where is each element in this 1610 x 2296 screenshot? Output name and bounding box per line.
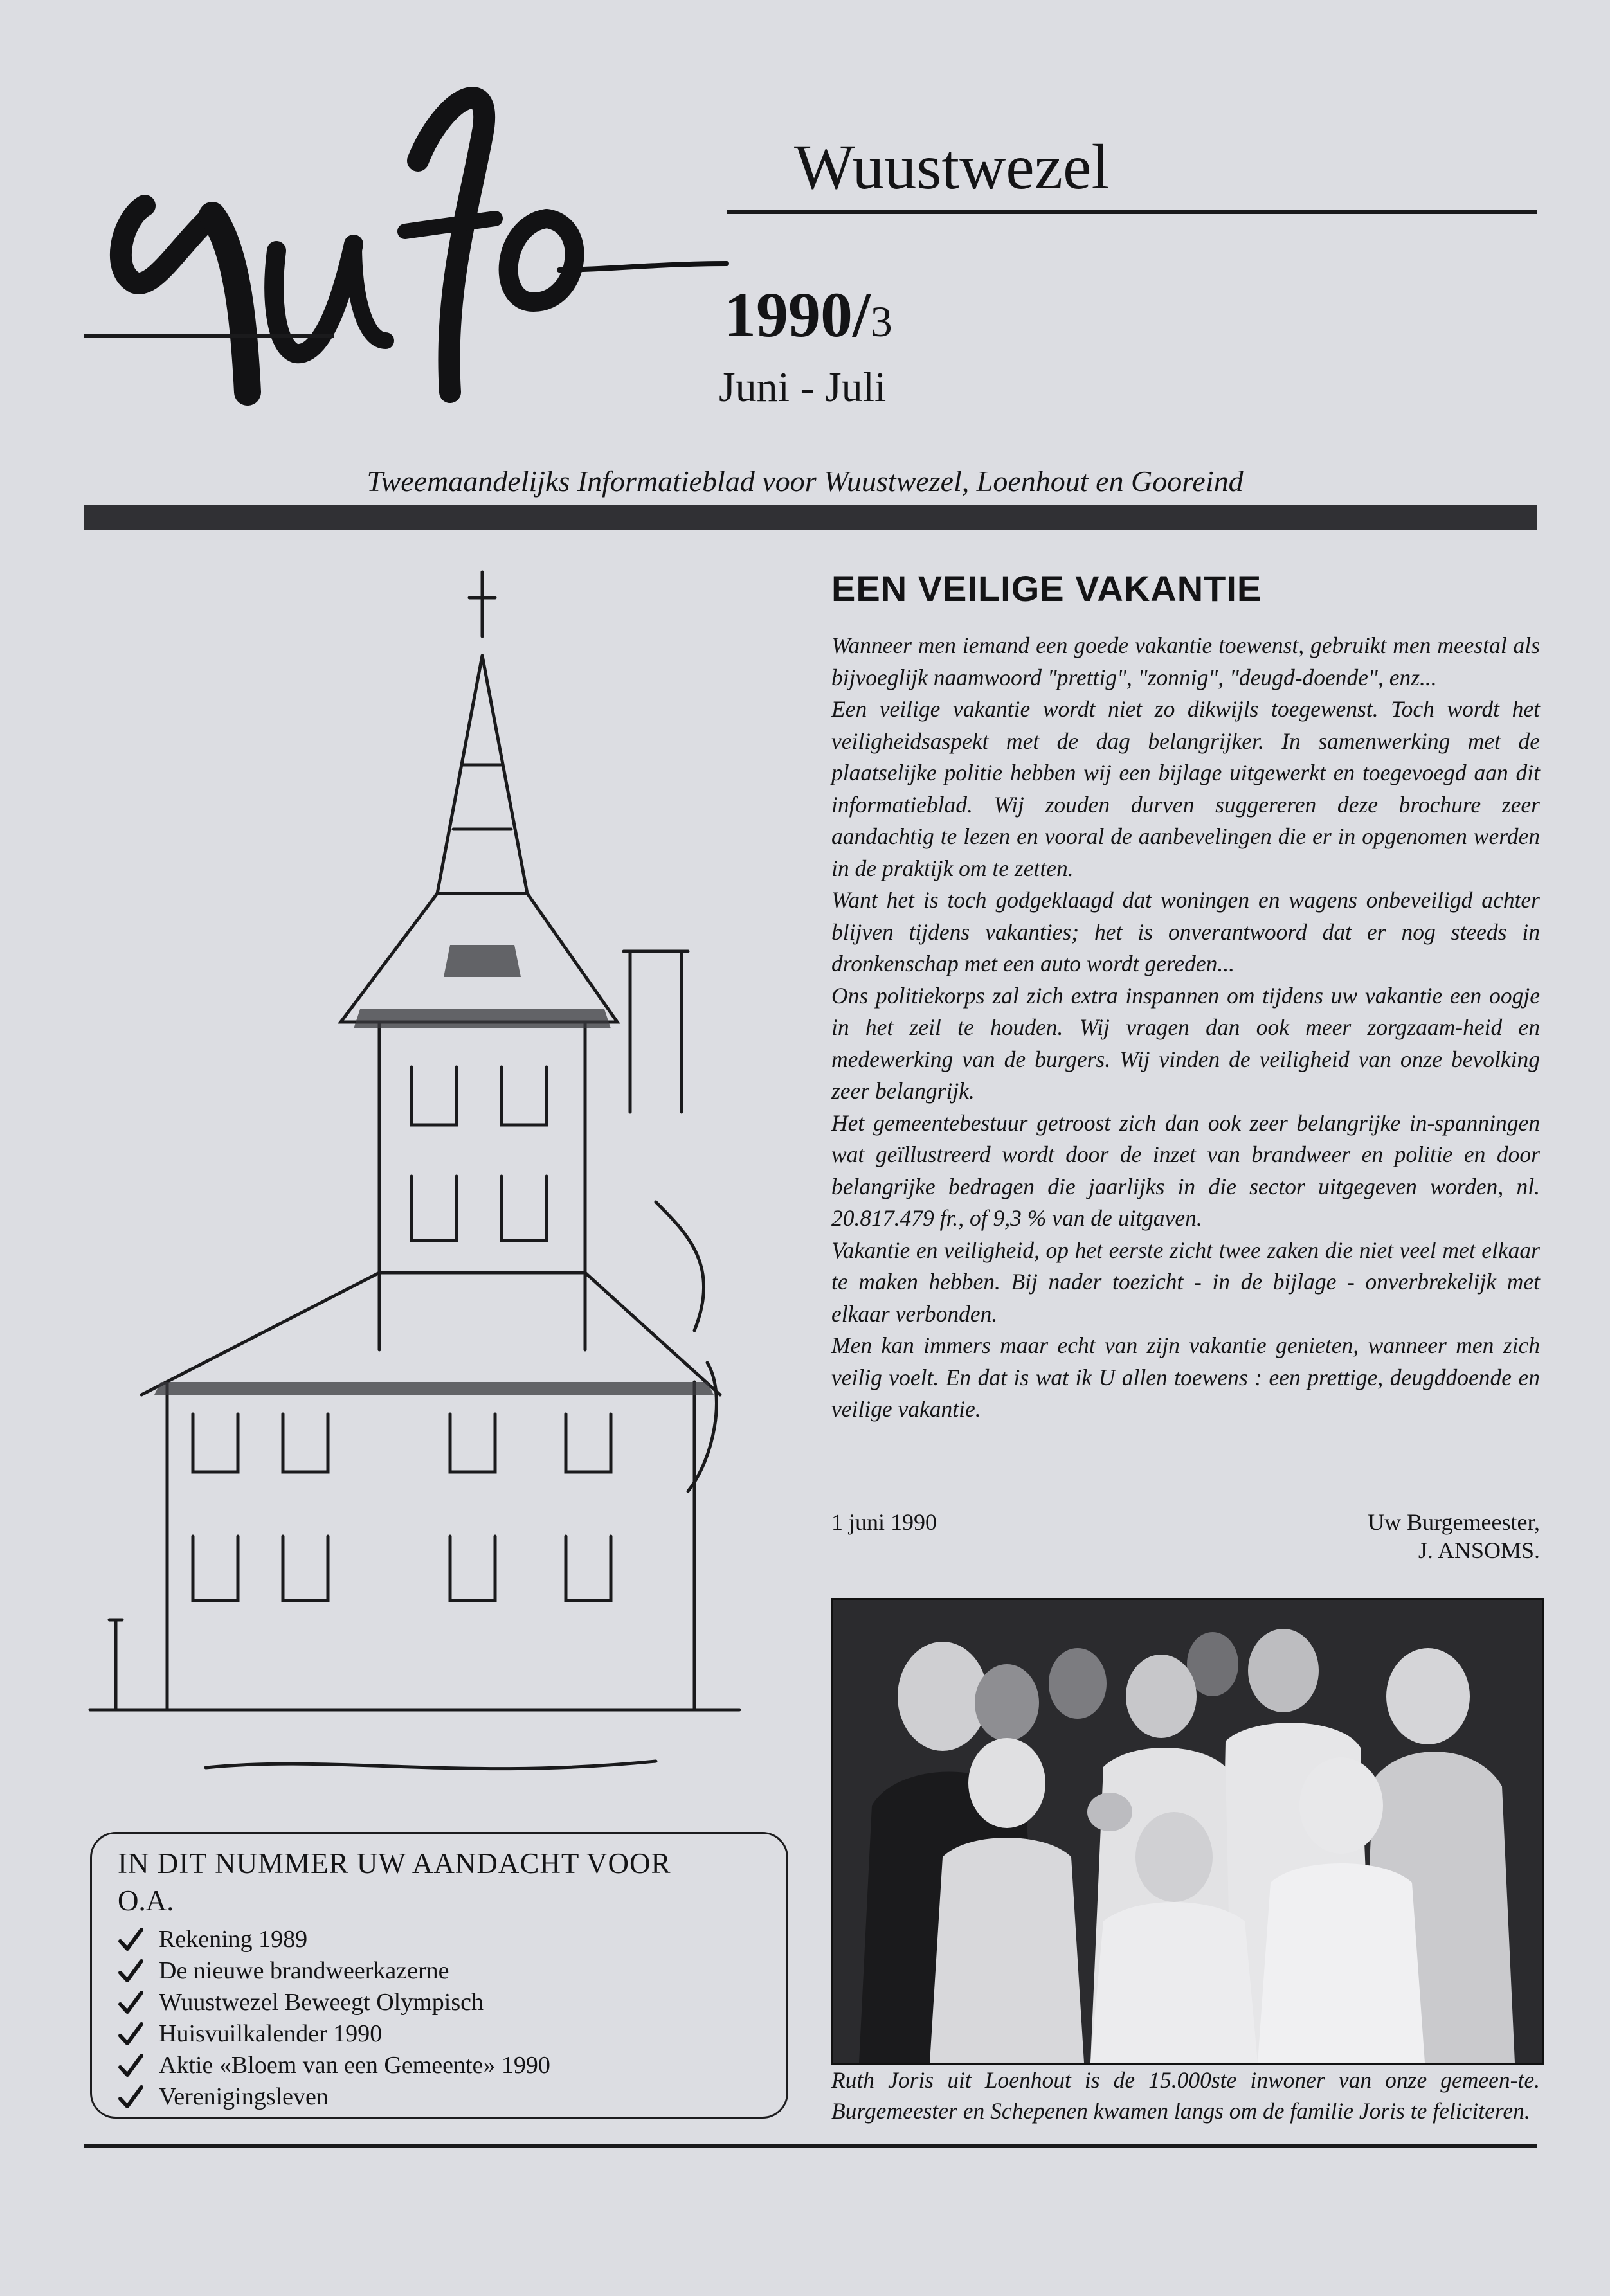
info-script-logo — [84, 58, 765, 418]
masthead-rule-left — [84, 334, 334, 338]
photo-caption: Ruth Joris uit Loenhout is de 15.000ste inwoner van onze gemeen-te. Burgemeester en Schepenen kwamen langs om de familie Joris te feliciteren. — [831, 2067, 1540, 2124]
article-paragraph: Het gemeentebestuur getroost zich dan ook zeer belangrijke in-spanningen wat geïllustreerd wordt door de inzet van brandweer en politie en door belangrijke bedragen die jaarlijks in die sector uitgegeven worden, nl. 20.817.479 fr., of 9,3 % van de uitgaven. — [831, 1109, 1540, 1231]
article-body — [831, 630, 1540, 1426]
checkmark-icon — [118, 1959, 143, 1984]
footer-rule — [84, 2144, 1537, 2148]
town-hall-illustration — [77, 559, 778, 1800]
checkmark-icon — [118, 2053, 143, 2079]
issue-number: 1990/3 — [724, 279, 892, 350]
article-paragraph: Een veilige vakantie wordt niet zo dikwijls toegewenst. Toch wordt het veiligheidsaspekt met de dag belangrijker. In samenwerking met de plaatselijke politie hebben wij een bijlage uitgewerkt en toegevoegd aan dit informatieblad. Wij zouden durven suggereren deze brochure zeer aandachtig te lezen en vooral de aanbevelingen die er in opgenomen werden in de praktijk om te zetten. — [831, 696, 1540, 881]
list-item: Wuustwezel Beweegt Olympisch — [118, 1987, 550, 2018]
contents-title: IN DIT NUMMER UW AANDACHT VOOR — [118, 1847, 671, 1879]
photo-image — [833, 1600, 1542, 2063]
tagline: Tweemaandelijks Informatieblad voor Wuustwezel, Loenhout en Gooreind — [366, 465, 1244, 498]
signature-title: Uw Burgemeester, — [1368, 1509, 1540, 1535]
contents-box — [90, 1832, 788, 2119]
masthead-rule — [727, 210, 1537, 214]
list-item: Aktie «Bloem van een Gemeente» 1990 — [118, 2050, 550, 2081]
list-item: Verenigingsleven — [118, 2081, 550, 2113]
family-photo — [831, 1598, 1544, 2065]
masthead-band — [84, 505, 1537, 530]
issue-period: Juni - Juli — [719, 364, 887, 411]
article-paragraph: Want het is toch godgeklaagd dat woningen en wagens onbeveiligd achter blijven tijdens vakanties; het is onverantwoord dat er nog steeds in dronkenschap met een auto wordt gereden... — [831, 887, 1540, 976]
mayor-signature — [1368, 1508, 1540, 1565]
list-item: De nieuwe brandweerkazerne — [118, 1955, 550, 1987]
checkmark-icon — [118, 2085, 143, 2110]
article-paragraph: Vakantie en veiligheid, op het eerste zicht twee zaken die niet veel met elkaar te maken hebben. Bij nader toezicht - in de bijlage - onverbrekelijk met elkaar verbonden. — [831, 1237, 1540, 1327]
list-item: Rekening 1989 — [118, 1924, 550, 1955]
checkmark-icon — [118, 2022, 143, 2047]
checkmark-icon — [118, 1990, 143, 2016]
article-paragraph: Wanneer men iemand een goede vakantie toewenst, gebruikt men meestal als bijvoeglijk naamwoord "prettig", "zonnig", "deugd-doende", enz... — [831, 632, 1540, 690]
list-item: Huisvuilkalender 1990 — [118, 2018, 550, 2050]
town-name: Wuustwezel — [794, 131, 1110, 202]
checkmark-icon — [118, 1927, 143, 1953]
article-paragraph: Ons politiekorps zal zich extra inspannen om tijdens uw vakantie een oogje in het zeil te houden. Wij vragen dan ook meer zorgzaam-heid en medewerking van de burgers. Wij vinden de veiligheid van onze bevolking zeer belangrijk. — [831, 982, 1540, 1104]
contents-subtitle: O.A. — [118, 1885, 174, 1917]
article-date: 1 juni 1990 — [831, 1509, 937, 1535]
article-paragraph: Men kan immers maar echt van zijn vakantie genieten, wanneer men zich veilig voelt. En dat is wat ik U allen toewens : een prettige, deugddoende en veilige vakantie. — [831, 1332, 1540, 1422]
contents-list — [118, 1924, 550, 2113]
signature-name: J. ANSOMS. — [1418, 1538, 1540, 1563]
article-headline: EEN VEILIGE VAKANTIE — [831, 568, 1262, 609]
